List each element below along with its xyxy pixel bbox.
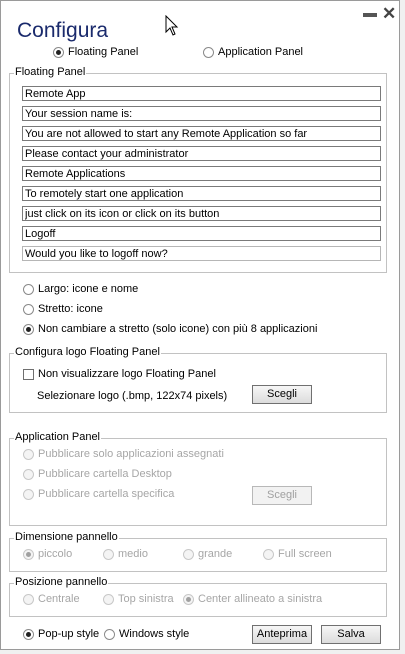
choose-logo-button[interactable]: Scegli — [252, 385, 312, 404]
size-largo-label: Largo: icone e nome — [38, 283, 139, 296]
field-start-app[interactable] — [22, 186, 381, 201]
app-opt-assigned-radio[interactable] — [23, 448, 224, 460]
save-button[interactable]: Salva — [321, 625, 381, 644]
field-app-title[interactable] — [22, 86, 381, 101]
choose-folder-button[interactable]: Scegli — [252, 486, 312, 505]
radio-indicator — [203, 47, 214, 58]
mode-application-label: Application Panel — [218, 46, 304, 59]
pos-top-sinistra-radio[interactable] — [103, 593, 174, 605]
pos-centrale-radio[interactable] — [23, 593, 80, 605]
pos-center-left-label: Center allineato a sinistra — [198, 593, 323, 606]
hide-logo-checkbox[interactable] — [23, 368, 216, 380]
size-medio-radio[interactable] — [103, 548, 148, 560]
app-opt-desktop-radio[interactable] — [23, 468, 172, 480]
app-opt-specific-radio[interactable] — [23, 488, 174, 500]
radio-indicator — [23, 629, 34, 640]
size-fullscreen-radio[interactable] — [263, 548, 332, 560]
mode-application-radio[interactable] — [203, 46, 303, 58]
radio-indicator — [23, 324, 34, 335]
pos-top-sinistra-label: Top sinistra — [118, 593, 174, 606]
dialog-title: Configura — [17, 19, 109, 42]
size-fullscreen-label: Full screen — [278, 548, 332, 561]
radio-indicator — [23, 469, 34, 480]
field-logoff-confirm[interactable] — [22, 246, 381, 261]
radio-indicator — [104, 629, 115, 640]
size-non-cambiare-radio[interactable] — [23, 323, 317, 335]
select-logo-label: Selezionare logo (.bmp, 122x74 pixels) — [37, 390, 228, 402]
radio-indicator — [23, 284, 34, 295]
mouse-cursor-icon — [165, 15, 179, 40]
field-contact-admin[interactable] — [22, 146, 381, 161]
radio-indicator — [53, 47, 64, 58]
size-stretto-radio[interactable] — [23, 303, 103, 315]
pos-center-left-radio[interactable] — [183, 593, 322, 605]
panel-position-legend: Posizione pannello — [15, 576, 108, 588]
popup-style-radio[interactable] — [23, 628, 99, 640]
size-non-cambiare-label: Non cambiare a stretto (solo icone) con più 8 applicazioni — [38, 323, 318, 336]
minimize-icon[interactable] — [363, 13, 377, 17]
radio-indicator — [23, 304, 34, 315]
floating-panel-legend: Floating Panel — [15, 66, 86, 78]
radio-indicator — [23, 449, 34, 460]
mode-floating-label: Floating Panel — [68, 46, 139, 59]
radio-indicator — [183, 549, 194, 560]
field-not-allowed[interactable] — [22, 126, 381, 141]
application-panel-legend: Application Panel — [15, 431, 101, 443]
size-largo-radio[interactable] — [23, 283, 138, 295]
size-grande-radio[interactable] — [183, 548, 232, 560]
size-grande-label: grande — [198, 548, 233, 561]
field-click-icon[interactable] — [22, 206, 381, 221]
logo-group — [9, 353, 387, 413]
radio-indicator — [103, 594, 114, 605]
size-stretto-label: Stretto: icone — [38, 303, 103, 316]
app-opt-assigned-label: Pubblicare solo applicazioni assegnati — [38, 448, 224, 461]
field-logoff[interactable] — [22, 226, 381, 241]
windows-style-label: Windows style — [119, 628, 190, 641]
pos-centrale-label: Centrale — [38, 593, 80, 606]
close-icon[interactable]: ✕ — [382, 4, 397, 23]
size-piccolo-radio[interactable] — [23, 548, 72, 560]
radio-indicator — [103, 549, 114, 560]
mode-floating-radio[interactable] — [53, 46, 138, 58]
radio-indicator — [263, 549, 274, 560]
hide-logo-label: Non visualizzare logo Floating Panel — [38, 368, 216, 381]
app-opt-desktop-label: Pubblicare cartella Desktop — [38, 468, 172, 481]
preview-button[interactable]: Anteprima — [252, 625, 312, 644]
field-session-name[interactable] — [22, 106, 381, 121]
radio-indicator — [23, 594, 34, 605]
size-piccolo-label: piccolo — [38, 548, 73, 561]
popup-style-label: Pop-up style — [38, 628, 100, 641]
windows-style-radio[interactable] — [104, 628, 189, 640]
size-medio-label: medio — [118, 548, 148, 561]
radio-indicator — [23, 549, 34, 560]
app-opt-specific-label: Pubblicare cartella specifica — [38, 488, 175, 501]
radio-indicator — [183, 594, 194, 605]
panel-size-legend: Dimensione pannello — [15, 531, 118, 543]
field-remote-apps[interactable] — [22, 166, 381, 181]
checkbox-box — [23, 369, 34, 380]
logo-legend: Configura logo Floating Panel — [15, 346, 160, 358]
radio-indicator — [23, 489, 34, 500]
